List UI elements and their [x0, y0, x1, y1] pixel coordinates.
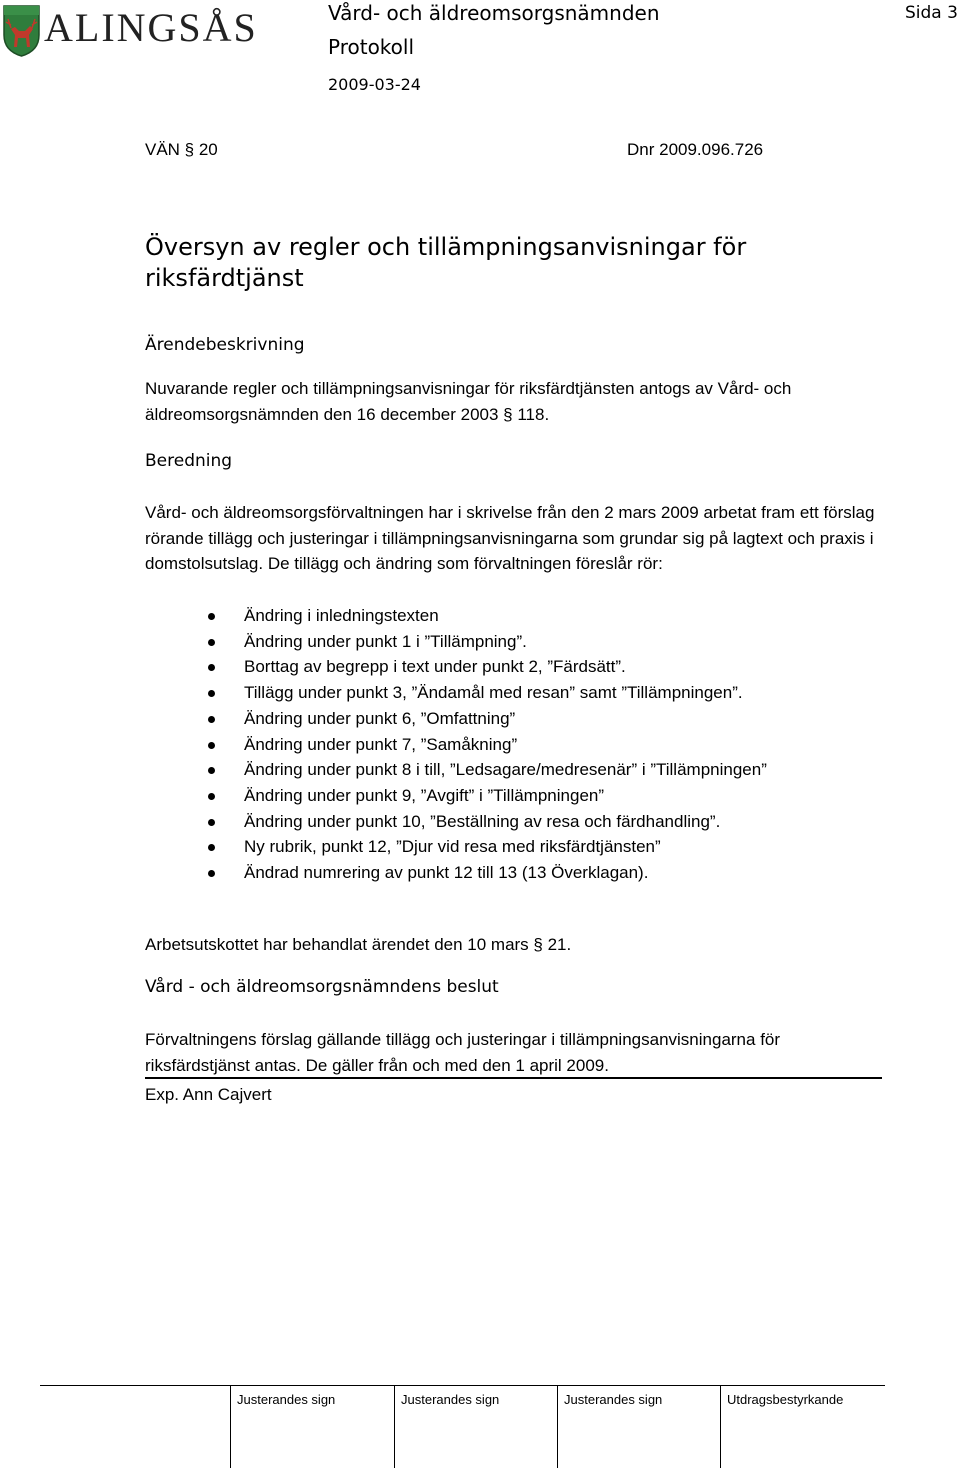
- page-number: Sida 3: [905, 3, 958, 23]
- list-item: Ändring under punkt 9, ”Avgift” i ”Tillämpningen”: [208, 783, 767, 809]
- list-item: Ändring under punkt 8 i till, ”Ledsagare/medresenär” i ”Tillämpningen”: [208, 757, 767, 783]
- committee-name: Vård- och äldreomsorgsnämnden: [328, 1, 660, 25]
- certification-label: Utdragsbestyrkande: [727, 1392, 844, 1407]
- list-item: Tillägg under punkt 3, ”Ändamål med resan” samt ”Tillämpningen”.: [208, 680, 767, 706]
- logo-wordmark: ALINGSÅS: [44, 5, 258, 50]
- diary-number: Dnr 2009.096.726: [627, 140, 764, 159]
- change-list: [208, 603, 767, 886]
- description-heading: Ärendebeskrivning: [145, 335, 305, 355]
- footer-divider: [557, 1385, 558, 1468]
- bullet-icon: [208, 716, 215, 723]
- bullet-icon: [208, 870, 215, 877]
- bullet-icon: [208, 742, 215, 749]
- list-item: Borttag av begrepp i text under punkt 2, ”Färdsätt”.: [208, 654, 767, 680]
- alingsas-coat-of-arms-icon: [3, 5, 40, 57]
- list-item: Ändring under punkt 6, ”Omfattning”: [208, 706, 767, 732]
- bullet-icon: [208, 819, 215, 826]
- bullet-icon: [208, 613, 215, 620]
- page-title: Översyn av regler och tillämpningsanvisningar för riksfärdtjänst: [145, 233, 747, 292]
- description-text: Nuvarande regler och tillämpningsanvisningar för riksfärdtjänsten antogs av Vård- och äldreomsorgsnämnden den 16 december 2003 § 118.: [145, 379, 792, 424]
- bullet-icon: [208, 793, 215, 800]
- footer-divider: [720, 1385, 721, 1468]
- decision-heading: Vård - och äldreomsorgsnämndens beslut: [145, 977, 499, 997]
- list-item: Ändring under punkt 7, ”Samåkning”: [208, 732, 767, 758]
- preparation-text: Vård- och äldreomsorgsförvaltningen har i skrivelse från den 2 mars 2009 arbetat fram ett förslag rörande tillägg och justeringar i tillämpningsanvisningarna som grundar sig på lagtext och praxis i domstolsutslag. De tillägg och ändring som förvaltningen föreslår rör:: [145, 503, 875, 573]
- list-item: Ändring i inledningstexten: [208, 603, 767, 629]
- bullet-icon: [208, 690, 215, 697]
- bullet-icon: [208, 767, 215, 774]
- paragraph-reference: VÄN § 20: [145, 140, 218, 159]
- decision-text: Förvaltningens förslag gällande tillägg och justeringar i tillämpningsanvisningarna för riksfärdstjänst antas. De gäller från och med den 1 april 2009.: [145, 1030, 781, 1075]
- list-item: Ändring under punkt 1 i ”Tillämpning”.: [208, 629, 767, 655]
- bullet-icon: [208, 844, 215, 851]
- footer-divider: [230, 1385, 231, 1468]
- list-item: Ändrad numrering av punkt 12 till 13 (13 Överklagan).: [208, 860, 767, 886]
- list-item: Ny rubrik, punkt 12, ”Djur vid resa med riksfärdtjänsten”: [208, 834, 767, 860]
- signature-label: Justerandes sign: [237, 1392, 336, 1407]
- list-item: Ändring under punkt 10, ”Beställning av resa och färdhandling”.: [208, 809, 767, 835]
- footer-top-rule: [40, 1385, 885, 1386]
- document-type: Protokoll: [328, 35, 415, 59]
- signature-label: Justerandes sign: [564, 1392, 663, 1407]
- bullet-icon: [208, 639, 215, 646]
- footer-divider: [394, 1385, 395, 1468]
- preparation-heading: Beredning: [145, 451, 233, 471]
- signature-label: Justerandes sign: [401, 1392, 500, 1407]
- expedition-note: Exp. Ann Cajvert: [145, 1085, 272, 1104]
- meeting-date: 2009-03-24: [328, 75, 421, 94]
- bullet-icon: [208, 664, 215, 671]
- committee-note: Arbetsutskottet har behandlat ärendet den 10 mars § 21.: [145, 935, 572, 954]
- decision-divider: [145, 1077, 882, 1079]
